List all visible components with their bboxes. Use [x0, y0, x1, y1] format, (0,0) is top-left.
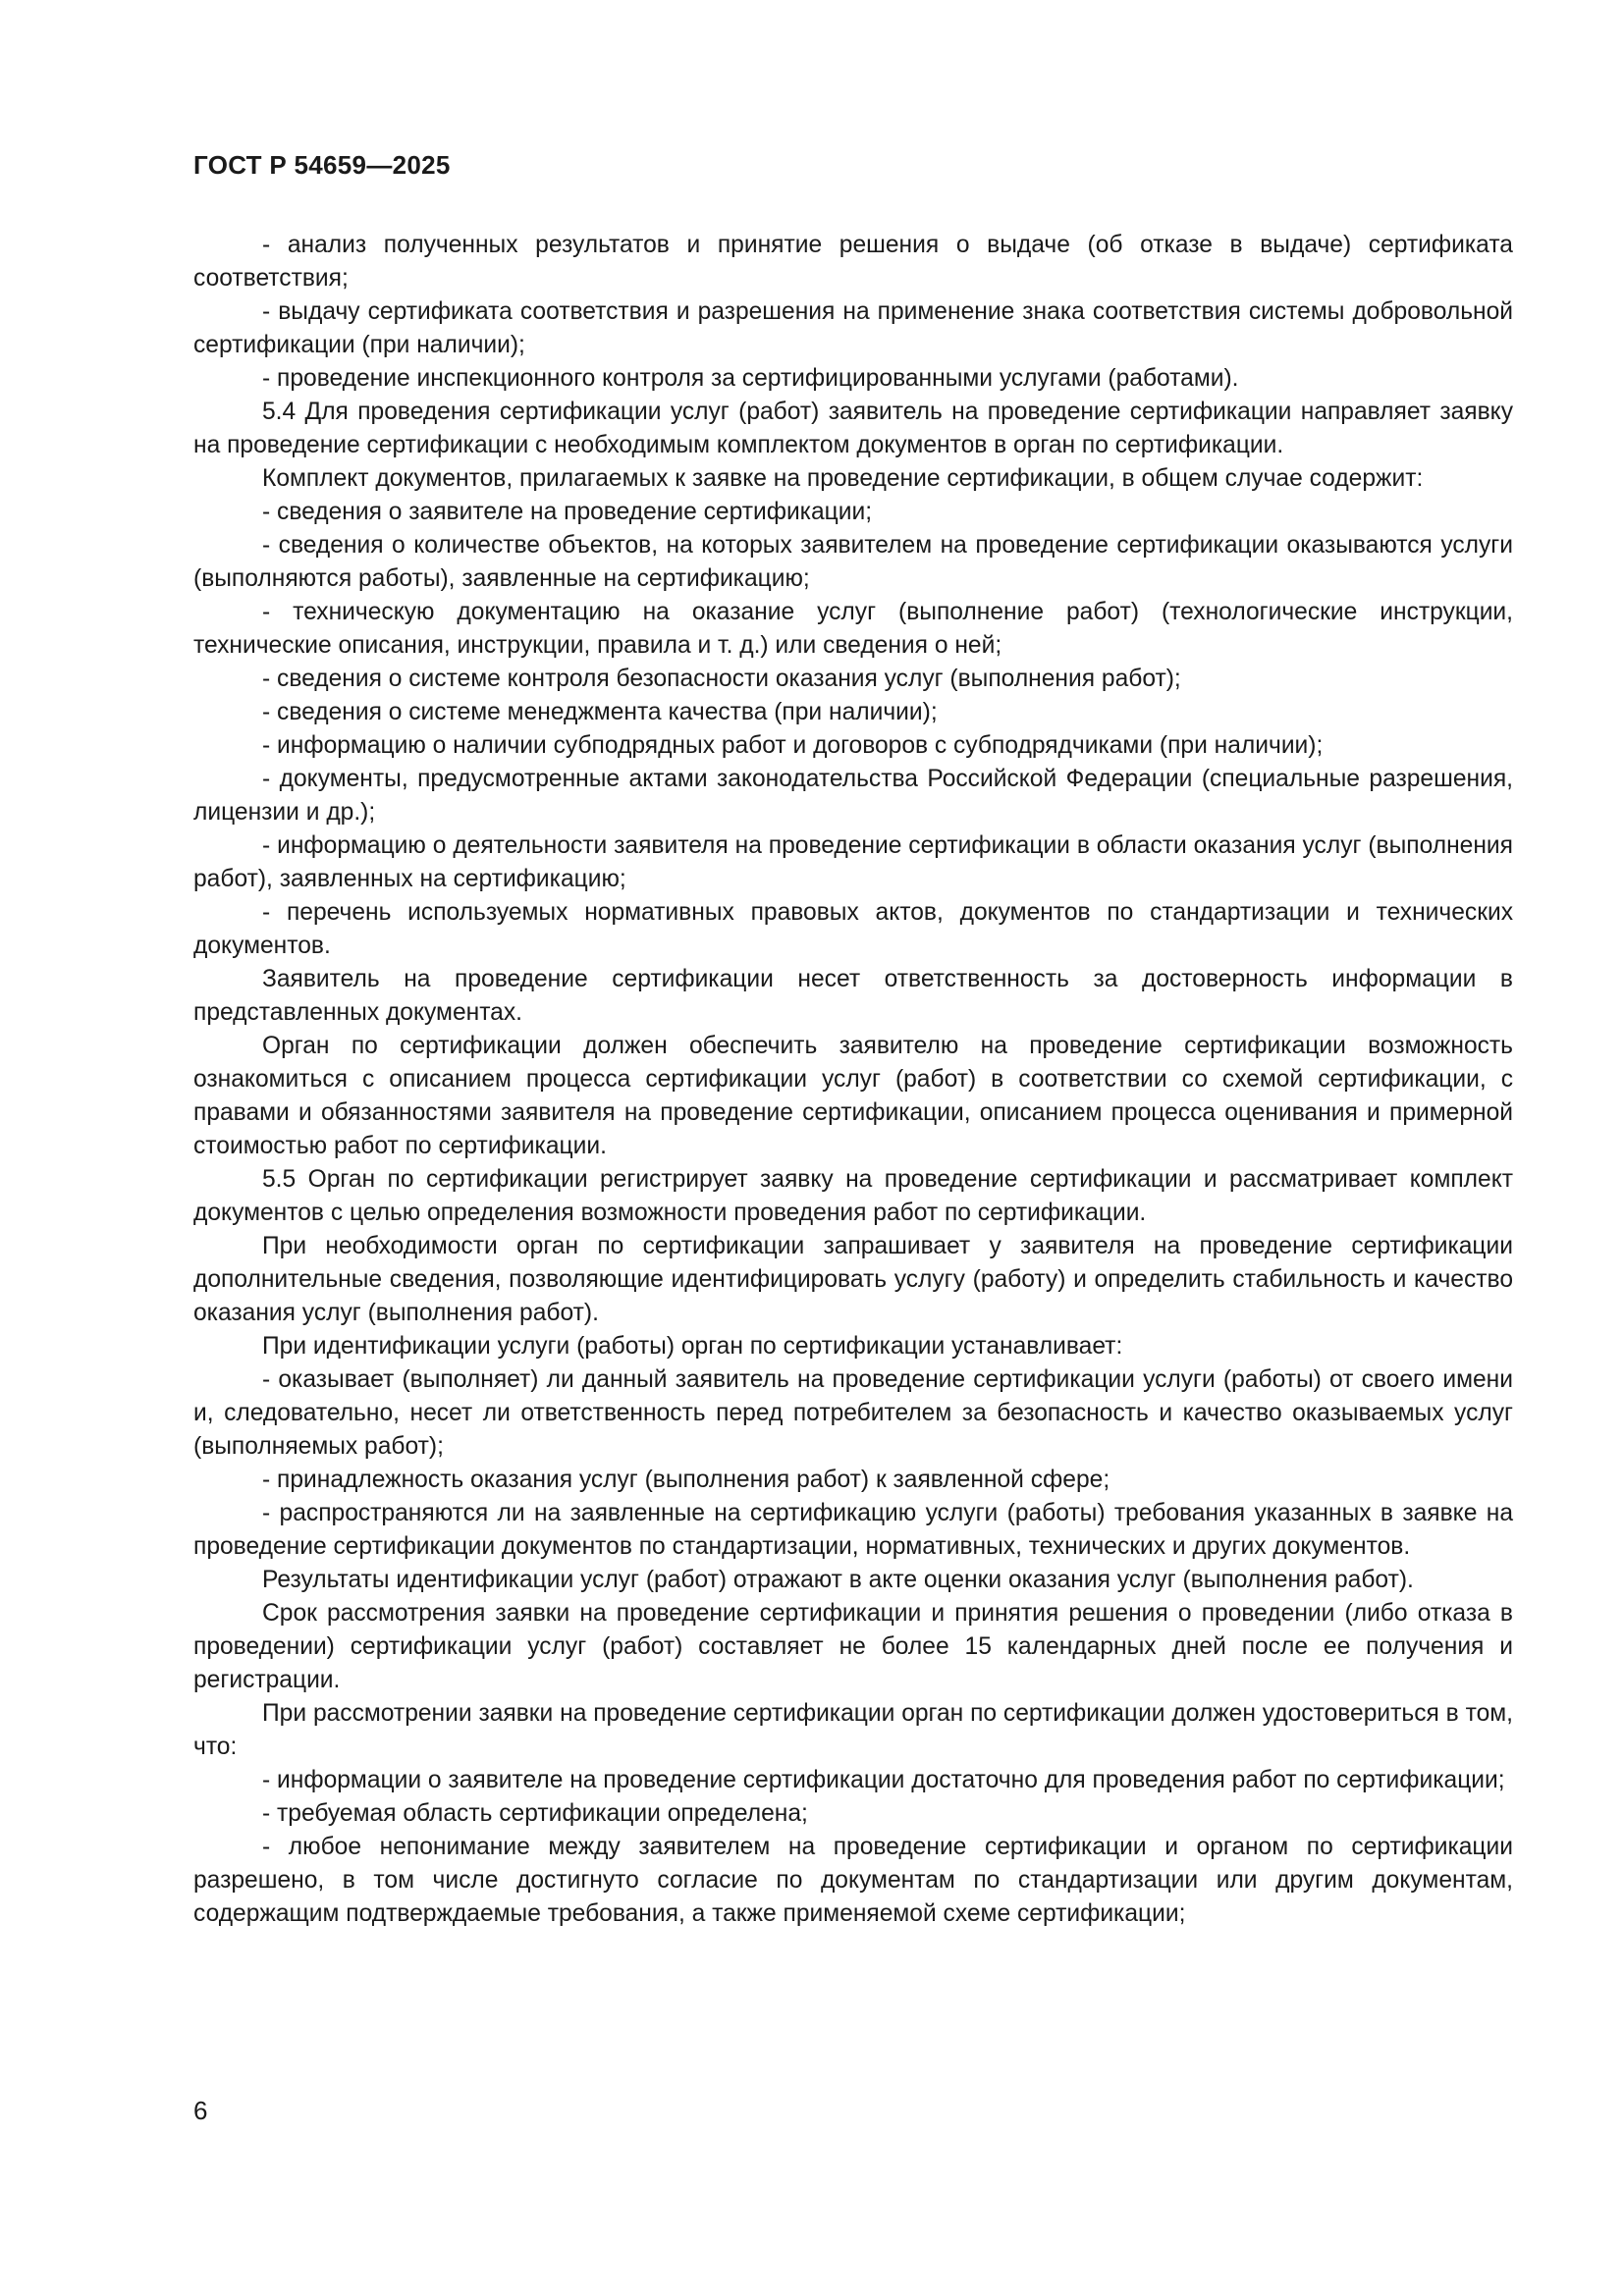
paragraph: 5.5 Орган по сертификации регистрирует заявку на проведение сертификации и рассматривает комплект документов с целью определения возможности проведения работ по сертификации. [193, 1166, 1513, 1226]
paragraph: - распространяются ли на заявленные на сертификацию услуги (работы) требования указанных в заявке на проведение сертификации документов по стандартизации, нормативных, технических и других документов. [193, 1500, 1513, 1560]
document-body [193, 229, 1513, 1931]
paragraph: 5.4 Для проведения сертификации услуг (работ) заявитель на проведение сертификации направляет заявку на проведение сертификации с необходимым комплектом документов в орган по сертификации. [193, 399, 1513, 458]
paragraph: Орган по сертификации должен обеспечить заявителю на проведение сертификации возможность ознакомиться с описанием процесса сертификации услуг (работ) в соответствии со схемой сертификации, с правами и обязанностями заявителя на проведение сертификации, описанием процесса оценивания и примерной стоимостью работ по сертификации. [193, 1033, 1513, 1159]
paragraph: - сведения о заявителе на проведение сертификации; [262, 499, 873, 525]
paragraph: - сведения о количестве объектов, на которых заявителем на проведение сертификации оказываются услуги (выполняются работы), заявленные на сертификацию; [193, 532, 1513, 592]
paragraph: Результаты идентификации услуг (работ) отражают в акте оценки оказания услуг (выполнения работ). [262, 1567, 1414, 1593]
paragraph: - требуемая область сертификации определена; [262, 1800, 808, 1827]
paragraph: Срок рассмотрения заявки на проведение сертификации и принятия решения о проведении (либо отказа в проведении) сертификации услуг (работ) составляет не более 15 календарных дней после ее получения и регистрации. [193, 1600, 1513, 1693]
paragraph: - техническую документацию на оказание услуг (выполнение работ) (технологические инструкции, технические описания, инструкции, правила и т. д.) или сведения о ней; [193, 599, 1513, 659]
paragraph: - анализ полученных результатов и принятие решения о выдаче (об отказе в выдаче) сертификата соответствия; [193, 232, 1513, 292]
paragraph: - перечень используемых нормативных правовых актов, документов по стандартизации и технических документов. [193, 899, 1513, 959]
paragraph: - информацию о деятельности заявителя на проведение сертификации в области оказания услуг (выполнения работ), заявленных на сертификацию; [193, 832, 1513, 892]
page-number: 6 [193, 2096, 208, 2125]
paragraph: Заявитель на проведение сертификации несет ответственность за достоверность информации в представленных документах. [193, 966, 1513, 1026]
paragraph: - принадлежность оказания услуг (выполнения работ) к заявленной сфере; [262, 1467, 1110, 1493]
paragraph: - информацию о наличии субподрядных работ и договоров с субподрядчиками (при наличии); [262, 732, 1324, 759]
paragraph: - сведения о системе контроля безопасности оказания услуг (выполнения работ); [262, 666, 1181, 692]
paragraph: - проведение инспекционного контроля за сертифицированными услугами (работами). [262, 365, 1239, 392]
document-header: ГОСТ Р 54659—2025 [193, 150, 451, 180]
paragraph: - сведения о системе менеджмента качества (при наличии); [262, 699, 938, 725]
paragraph: - документы, предусмотренные актами законодательства Российской Федерации (специальные разрешения, лицензии и др.); [193, 766, 1513, 826]
paragraph: - любое непонимание между заявителем на проведение сертификации и органом по сертификации разрешено, в том числе достигнуто согласие по документам по стандартизации или другим документам, содержащим подтверждаемые требования, а также применяемой схеме сертификации; [193, 1834, 1513, 1927]
paragraph: - оказывает (выполняет) ли данный заявитель на проведение сертификации услуги (работы) от своего имени и, следовательно, несет ли ответственность перед потребителем за безопасность и качество оказываемых услуг (выполняемых работ); [193, 1366, 1513, 1460]
paragraph: При рассмотрении заявки на проведение сертификации орган по сертификации должен удостовериться в том, что: [193, 1700, 1513, 1760]
paragraph: - выдачу сертификата соответствия и разрешения на применение знака соответствия системы добровольной сертификации (при наличии); [193, 298, 1513, 358]
paragraph: При идентификации услуги (работы) орган по сертификации устанавливает: [262, 1333, 1123, 1360]
paragraph: - информации о заявителе на проведение сертификации достаточно для проведения работ по сертификации; [262, 1767, 1505, 1793]
paragraph: Комплект документов, прилагаемых к заявке на проведение сертификации, в общем случае содержит: [262, 465, 1424, 492]
paragraph: При необходимости орган по сертификации запрашивает у заявителя на проведение сертификации дополнительные сведения, позволяющие идентифицировать услугу (работу) и определить стабильность и качество оказания услуг (выполнения работ). [193, 1233, 1513, 1326]
